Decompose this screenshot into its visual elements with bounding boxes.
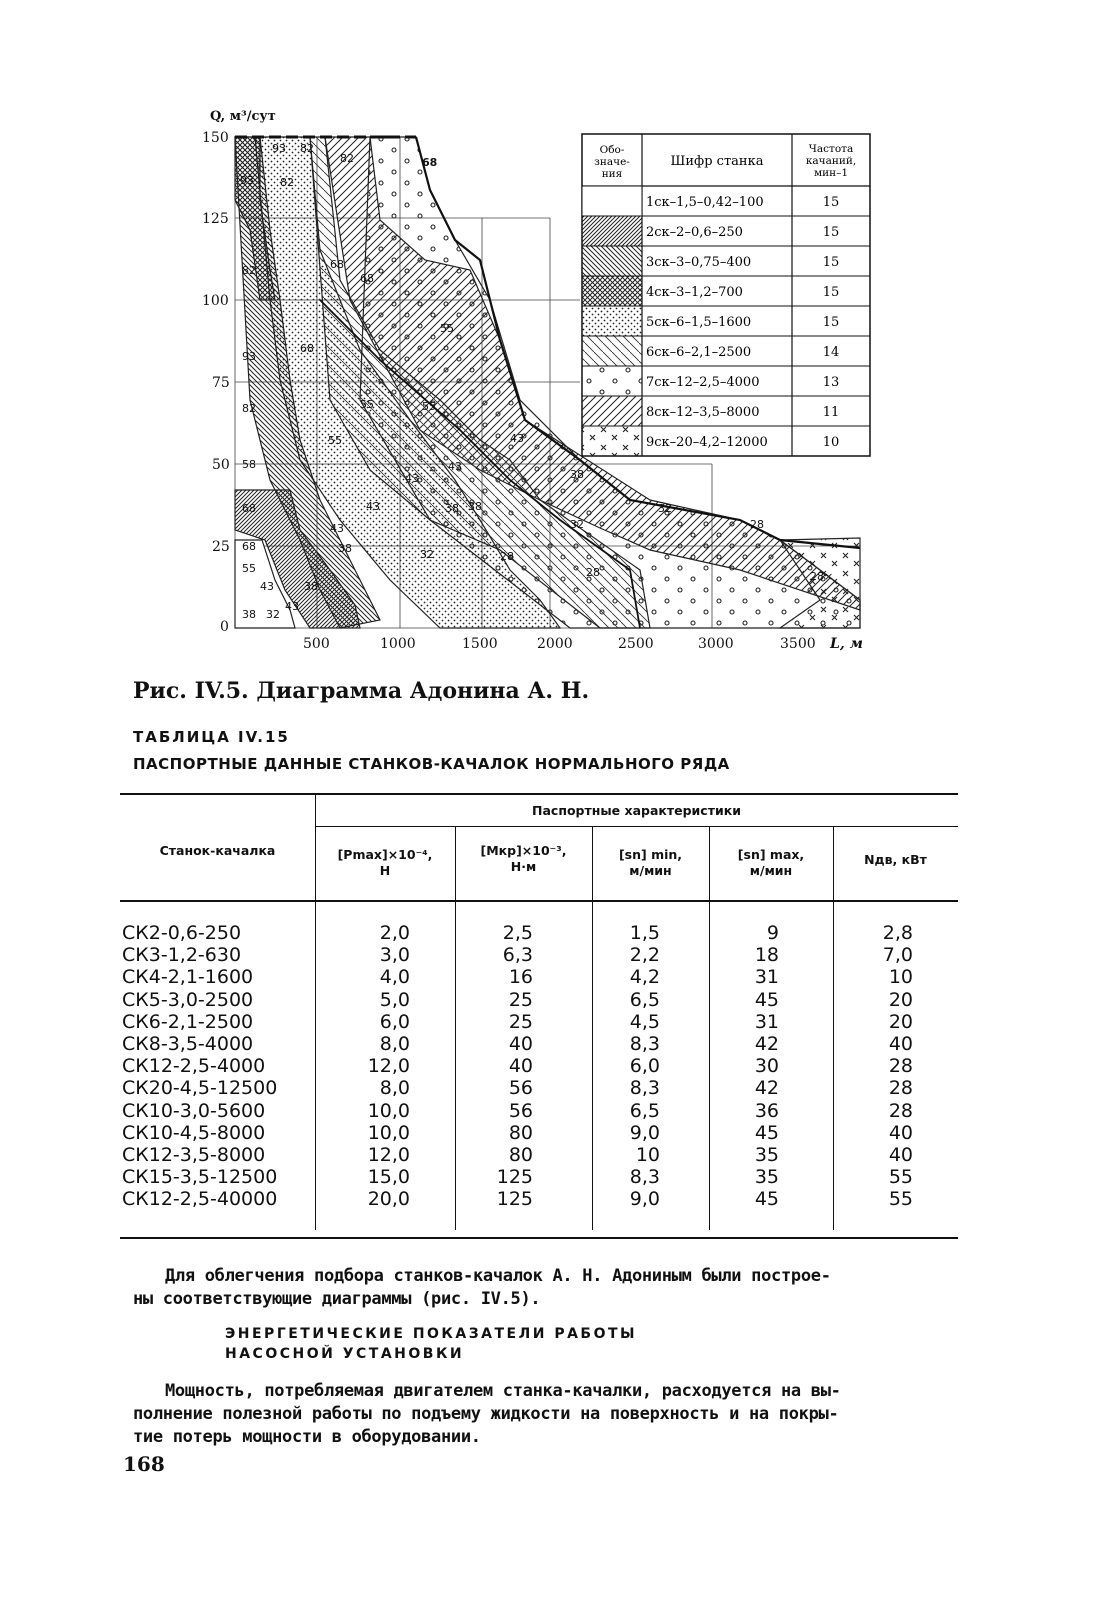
paragraph-2-line: Мощность, потребляемая двигателем станка-качалки, расходуется на вы- (165, 1381, 841, 1401)
header-group: Паспортные характеристики (532, 803, 741, 818)
row-value: 10 (635, 1144, 660, 1166)
row-value: 7,0 (882, 944, 913, 967)
row-value: 40 (888, 1144, 913, 1166)
header-col4 (709, 847, 833, 878)
header-col3-l1: [sn] min, (618, 847, 683, 862)
svg-text:28: 28 (500, 550, 514, 563)
row-machine-name: СК12-3,5-8000 (122, 1144, 266, 1166)
svg-text:82: 82 (242, 264, 256, 277)
row-value: 80 (508, 1144, 533, 1166)
legend-frequency: 15 (822, 285, 840, 300)
legend-frequency: 13 (822, 375, 840, 390)
svg-text:68: 68 (330, 258, 344, 271)
legend-code: 5ск–6–1,5–1600 (646, 315, 752, 330)
legend-table (582, 134, 870, 456)
paragraph-1 (133, 1265, 831, 1311)
legend-swatch (582, 366, 642, 396)
legend-code: 3ск–3–0,75–400 (646, 255, 752, 270)
header-col0: Станок-качалка (159, 843, 276, 858)
row-value: 6,0 (629, 1055, 660, 1078)
adonin-diagram (180, 100, 900, 660)
row-value: 42 (754, 1033, 779, 1055)
row-value: 6,0 (379, 1010, 410, 1033)
row-value: 25 (508, 1010, 533, 1033)
table-bottom-rule (120, 1237, 958, 1239)
row-value: 8,0 (379, 1077, 410, 1100)
svg-text:93: 93 (240, 174, 254, 187)
legend-code: 1ск–1,5–0,42–100 (646, 195, 764, 210)
y-tick: 100 (202, 293, 229, 309)
header-col1-l1: [Pmax]×10⁻⁴, (337, 847, 433, 862)
row-machine-name: СК2-0,6-250 (122, 922, 242, 944)
y-tick: 50 (212, 457, 230, 473)
row-value: 1,5 (629, 922, 660, 944)
x-axis (303, 636, 863, 652)
svg-text:43: 43 (260, 580, 274, 593)
legend-swatch (582, 336, 642, 366)
svg-text:55: 55 (328, 434, 342, 447)
row-value: 20,0 (367, 1188, 410, 1211)
y-axis-label: Q, м³/сут (210, 109, 276, 124)
row-value: 2,2 (629, 944, 660, 967)
svg-text:55: 55 (440, 322, 454, 335)
svg-text:28: 28 (750, 518, 764, 531)
svg-text:43: 43 (510, 432, 524, 445)
paragraph-2 (133, 1380, 841, 1449)
row-value: 40 (508, 1033, 533, 1055)
paragraph-2-line: тие потерь мощности в оборудовании. (133, 1427, 481, 1447)
svg-text:68: 68 (360, 272, 374, 285)
svg-text:32: 32 (420, 548, 434, 561)
legend-swatch (582, 186, 642, 216)
row-value: 20 (888, 1010, 913, 1033)
row-value: 20 (888, 988, 913, 1011)
x-tick: 3000 (698, 636, 734, 652)
svg-text:43: 43 (448, 460, 462, 473)
svg-text:28×: 28× (810, 570, 834, 583)
header-col2-l2: Н·м (510, 858, 537, 874)
legend-code: 6ск–6–2,1–2500 (646, 345, 752, 360)
legend-frequency: 15 (822, 225, 840, 240)
svg-text:38: 38 (304, 580, 318, 593)
svg-text:значе-: значе- (594, 156, 630, 168)
legend-swatch (582, 396, 642, 426)
svg-text:ния: ния (601, 168, 623, 180)
svg-text:32: 32 (266, 608, 280, 621)
row-machine-name: СК15-3,5-12500 (122, 1166, 278, 1189)
svg-text:82: 82 (300, 142, 314, 155)
row-value: 35 (754, 1144, 779, 1166)
legend-frequency: 14 (822, 345, 840, 360)
row-value: 28 (888, 1077, 913, 1100)
legend-swatch (582, 246, 642, 276)
svg-text:38: 38 (445, 502, 459, 515)
row-value: 55 (888, 1188, 913, 1211)
row-value: 8,3 (629, 1033, 660, 1055)
row-value: 42 (754, 1077, 779, 1100)
row-value: 31 (754, 966, 779, 989)
x-tick: 1000 (380, 636, 416, 652)
row-value: 9 (766, 922, 779, 944)
legend-frequency: 15 (822, 315, 840, 330)
y-tick: 75 (212, 375, 230, 391)
x-tick: 500 (303, 636, 330, 652)
row-value: 3,0 (379, 944, 410, 967)
row-machine-name: СК6-2,1-2500 (122, 1010, 254, 1033)
row-value: 10,0 (367, 1099, 410, 1122)
row-value: 80 (508, 1121, 533, 1144)
row-value: 4,5 (629, 1010, 660, 1033)
x-tick: 3500 (780, 636, 816, 652)
row-value: 36 (754, 1099, 779, 1122)
legend-code: 7ск–12–2,5–4000 (646, 375, 760, 390)
row-value: 8,3 (629, 1077, 660, 1100)
legend-code: 2ск–2–0,6–250 (646, 225, 743, 240)
svg-text:43: 43 (405, 472, 419, 485)
svg-text:качаний,: качаний, (805, 155, 857, 167)
svg-text:82: 82 (280, 176, 294, 189)
row-value: 6,5 (629, 988, 660, 1011)
row-value: 8,0 (379, 1033, 410, 1055)
y-tick: 125 (202, 211, 229, 227)
svg-text:38: 38 (242, 608, 256, 621)
row-value: 9,0 (629, 1188, 660, 1211)
section-heading-line: ЭНЕРГЕТИЧЕСКИЕ ПОКАЗАТЕЛИ РАБОТЫ (225, 1326, 638, 1342)
paragraph-1-line: ны соответствующие диаграммы (рис. IV.5). (133, 1289, 541, 1309)
row-value: 28 (888, 1055, 913, 1078)
row-value: 10,0 (367, 1121, 410, 1144)
svg-text:93: 93 (242, 350, 256, 363)
row-value: 30 (754, 1055, 779, 1078)
svg-text:68: 68 (242, 540, 256, 553)
svg-text:58: 58 (242, 458, 256, 471)
svg-text:Шифр станка: Шифр станка (670, 154, 764, 169)
row-value: 40 (508, 1055, 533, 1078)
section-heading-line: НАСОСНОЙ УСТАНОВКИ (225, 1346, 465, 1362)
row-value: 55 (888, 1166, 913, 1189)
row-machine-name: СК5-3,0-2500 (122, 988, 254, 1011)
svg-text:82: 82 (340, 152, 354, 165)
row-value: 10 (888, 966, 913, 989)
y-tick: 150 (202, 130, 229, 146)
row-value: 5,0 (379, 988, 410, 1011)
svg-text:Обо-: Обо- (599, 144, 625, 156)
row-value: 25 (508, 988, 533, 1011)
svg-text:68: 68 (300, 342, 314, 355)
legend-frequency: 10 (822, 435, 840, 450)
svg-text:38: 38 (468, 500, 482, 513)
legend-swatch (582, 276, 642, 306)
svg-text:68: 68 (422, 156, 438, 169)
header-col1-l2: Н (379, 862, 391, 878)
legend-code: 4ск–3–1,2–700 (646, 285, 743, 300)
row-value: 35 (754, 1166, 779, 1189)
row-value: 125 (496, 1188, 533, 1211)
svg-text:43: 43 (285, 600, 299, 613)
row-machine-name: СК12-2,5-4000 (122, 1055, 266, 1078)
header-col2 (455, 843, 592, 874)
y-tick: 0 (220, 619, 229, 635)
y-tick: 25 (212, 539, 230, 555)
header-col4-l2: м/мин (749, 862, 793, 878)
legend-code: 8ск–12–3,5–8000 (646, 405, 760, 420)
row-value: 56 (508, 1099, 533, 1122)
row-value: 4,2 (629, 966, 660, 989)
svg-text:38: 38 (570, 468, 584, 481)
header-col3-l2: м/мин (629, 862, 672, 878)
header-col3 (592, 847, 709, 878)
svg-text:43: 43 (366, 500, 380, 513)
row-value: 18 (754, 944, 779, 967)
page-number: 168 (123, 1452, 165, 1476)
x-tick: 1500 (462, 636, 498, 652)
row-value: 40 (888, 1121, 913, 1144)
paragraph-2-line: полнение полезной работы по подъему жидкости на поверхность и на покры- (133, 1404, 839, 1424)
row-value: 15,0 (367, 1166, 410, 1189)
row-value: 12,0 (367, 1144, 410, 1166)
row-machine-name: СК8-3,5-4000 (122, 1033, 254, 1055)
table-subtitle: ПАСПОРТНЫЕ ДАННЫЕ СТАНКОВ-КАЧАЛОК НОРМАЛЬНОГО РЯДА (133, 755, 730, 773)
section-heading (225, 1324, 637, 1364)
x-axis-label: L, м (830, 636, 863, 652)
row-value: 56 (508, 1077, 533, 1100)
svg-text:Частота: Частота (808, 143, 854, 155)
header-col4-l1: [sn] max, (737, 847, 805, 862)
row-value: 9,0 (629, 1121, 660, 1144)
table-header-group-rule (315, 826, 958, 827)
legend-frequency: 15 (822, 255, 840, 270)
svg-text:38: 38 (338, 542, 352, 555)
legend-frequency: 15 (822, 195, 840, 210)
svg-text:93: 93 (272, 142, 286, 155)
figure-caption: Рис. IV.5. Диаграмма Адонина А. Н. (133, 678, 590, 704)
row-value: 40 (888, 1033, 913, 1055)
svg-text:32: 32 (658, 502, 672, 515)
svg-text:55: 55 (422, 400, 436, 413)
legend-code: 9ск–20–4,2–12000 (646, 435, 768, 450)
row-value: 45 (754, 1121, 779, 1144)
svg-text:55: 55 (360, 398, 374, 411)
row-machine-name: СК10-4,5-8000 (122, 1121, 266, 1144)
x-tick: 2500 (618, 636, 654, 652)
row-machine-name: СК10-3,0-5600 (122, 1099, 266, 1122)
row-machine-name: СК4-2,1-1600 (122, 966, 254, 989)
legend-swatch (582, 216, 642, 246)
row-value: 6,3 (502, 944, 533, 967)
table-top-rule (120, 793, 958, 795)
svg-text:32: 32 (570, 518, 584, 531)
row-value: 12,0 (367, 1055, 410, 1078)
legend-frequency: 11 (822, 405, 840, 420)
row-machine-name: СК20-4,5-12500 (122, 1077, 278, 1100)
row-value: 45 (754, 988, 779, 1011)
svg-text:55: 55 (242, 562, 256, 575)
header-col1 (315, 847, 455, 878)
legend-swatch (582, 306, 642, 336)
row-value: 28 (888, 1099, 913, 1122)
row-machine-name: СК3-1,2-630 (122, 944, 242, 967)
row-value: 31 (754, 1010, 779, 1033)
svg-text:82: 82 (242, 402, 256, 415)
row-value: 4,0 (379, 966, 410, 989)
row-value: 6,5 (629, 1099, 660, 1122)
row-value: 8,3 (629, 1166, 660, 1189)
row-value: 16 (508, 966, 533, 989)
legend-swatch (582, 426, 642, 456)
row-machine-name: СК12-2,5-40000 (122, 1188, 278, 1211)
row-value: 2,0 (379, 922, 410, 944)
row-value: 125 (496, 1166, 533, 1189)
header-col2-l1: [Mкр]×10⁻³, (480, 843, 567, 858)
header-col5: Nдв, кВт (864, 852, 927, 867)
row-value: 45 (754, 1188, 779, 1211)
svg-text:мин–1: мин–1 (813, 167, 849, 179)
row-value: 2,5 (502, 922, 533, 944)
svg-text:28: 28 (586, 566, 600, 579)
x-tick: 2000 (537, 636, 573, 652)
svg-text:68: 68 (242, 502, 256, 515)
svg-text:43: 43 (330, 522, 344, 535)
row-value: 2,8 (882, 922, 913, 944)
table-title: ТАБЛИЦА IV.15 (133, 728, 290, 746)
paragraph-1-line: Для облегчения подбора станков-качалок А. Н. Адониным были построе- (165, 1266, 831, 1286)
